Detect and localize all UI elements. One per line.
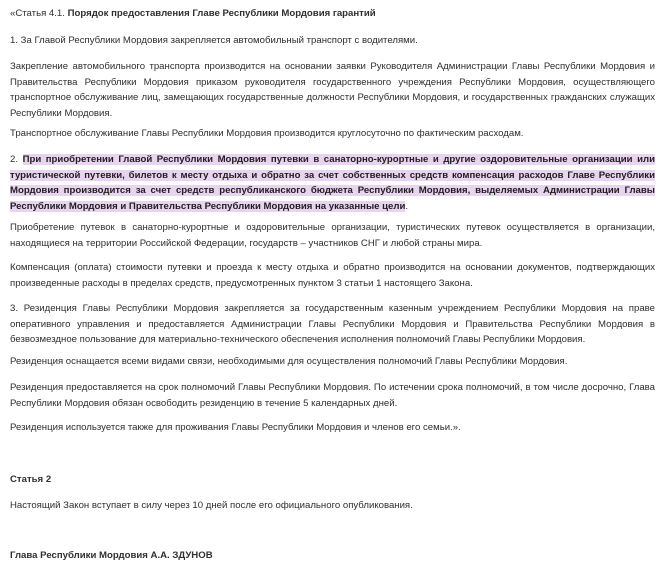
paragraph-9: Резиденция предоставляется на срок полномочий Главы Республики Мордовия. По истечении срока полномочий, в том числе досрочно, Глава Республики Мордовия обязан освободить резиденцию в течение 5 календарных дней.: [10, 382, 655, 409]
article-4-1-title: Порядок предоставления Главе Республики Мордовия гарантий: [67, 8, 376, 19]
article-2-title: Статья 2: [10, 474, 52, 485]
paragraph-8: Резиденция оснащается всеми видами связи, необходимыми для осуществления полномочий Главы Республики Мордовия.: [10, 356, 568, 367]
paragraph-4-end: .: [405, 200, 409, 212]
paragraph-3: Транспортное обслуживание Главы Республики Мордовия производится круглосуточно по фактическим расходам.: [10, 128, 524, 139]
paragraph-7: 3. Резиденция Главы Республики Мордовия закрепляется за государственным казенным учреждением Республики Мордовия на праве оперативного управления и предоставляется Администрации Главы Республики Мордовия и Правительства Республики Мордовия в безвозмездное пользование для материально-технического обеспечения исполнения полномочий Главы Республики Мордовия.: [10, 303, 655, 345]
paragraph-2: Закрепление автомобильного транспорта производится на основании заявки Руководителя Администрации Главы Республики Мордовия и Правительства Республики Мордовия приказом руководителя государственного учреждения Республики Мордовия, осуществляющего транспортное обслуживание лиц, замещающих государственные должности Республики Мордовия, и государственных гражданских служащих Республики Мордовия.: [10, 61, 655, 119]
paragraph-4-number: 2.: [10, 154, 19, 165]
signature: Глава Республики Мордовия А.А. ЗДУНОВ: [10, 550, 213, 561]
paragraph-6: Компенсация (оплата) стоимости путевки и проезда к месту отдыха и обратно производится на основании документов, подтверждающих произведенные расходы в пределах средств, предусмотренных пунктом 3 статьи 1 настоящего Закона.: [10, 262, 655, 289]
paragraph-5: Приобретение путевок в санаторно-курортные и оздоровительные организации, туристических путевок осуществляется в организации, находящиеся на территории Российской Федерации, государств – участников СНГ и любой страны мира.: [10, 222, 655, 249]
article-4-1-heading: [10, 6, 655, 22]
paragraph-1: 1. За Главой Республики Мордовия закрепляется автомобильный транспорт с водителями.: [10, 35, 418, 46]
highlighted-text: При приобретении Главой Республики Мордовия путевки в санаторно-курортные и другие оздоровительные организации или туристической путевки, билетов к месту отдыха и обратно за счет собственных средств компенсация расходов Главе Республики Мордовия производится за счет средств республиканского бюджета Республики Мордовия, выделяемых Администрации Главы Республики Мордовия и Правительства Республики Мордовия на указанные цели: [10, 154, 655, 212]
paragraph-10: Резиденция используется также для проживания Главы Республики Мордовия и членов его семьи.».: [10, 422, 461, 433]
article-4-1-prefix: «Статья 4.1.: [10, 8, 65, 19]
article-2-text: Настоящий Закон вступает в силу через 10 дней после его официального опубликования.: [10, 500, 413, 511]
paragraph-4-highlighted: [10, 152, 655, 214]
